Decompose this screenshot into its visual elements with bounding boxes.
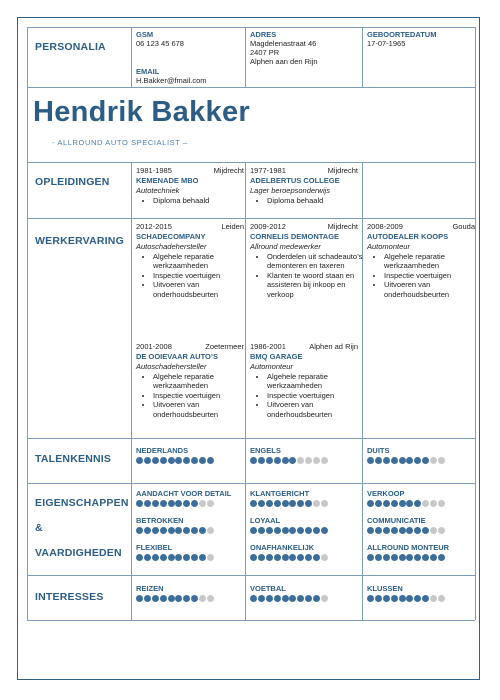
entry-years: 1986-2001	[250, 342, 286, 351]
section-title-personalia: PERSONALIA	[35, 41, 106, 53]
divider	[27, 27, 28, 620]
rating-dot-filled	[375, 527, 382, 534]
skill-betrokken	[136, 516, 214, 534]
bullet-item: • Uitvoeren van onderhoudsbeurten	[153, 400, 249, 419]
skill-label: FLEXIBEL	[136, 543, 173, 552]
education-entry	[136, 166, 244, 205]
rating-dot-filled	[144, 457, 151, 464]
rating-dot-filled	[313, 554, 320, 561]
rating-dot-filled	[414, 500, 421, 507]
rating-dot-filled	[406, 595, 413, 602]
rating-dot-filled	[144, 554, 151, 561]
rating-dot-filled	[258, 595, 265, 602]
bullet-item: • Algehele reparatie werkzaamheden	[267, 372, 363, 391]
rating-dot-filled	[266, 527, 273, 534]
rating-dot-filled	[258, 457, 265, 464]
entry-bullets	[250, 252, 363, 299]
rating-dot-empty	[313, 457, 320, 464]
divider	[27, 620, 475, 621]
rating-dot-empty	[321, 500, 328, 507]
zip-value: 2407 PR	[250, 48, 280, 57]
rating-dot-empty	[438, 595, 445, 602]
rating-dot-filled	[282, 595, 289, 602]
rating-dot-filled	[168, 595, 175, 602]
language-duits	[367, 446, 445, 464]
skill-verkoop	[367, 489, 445, 507]
rating-dot-filled	[375, 554, 382, 561]
rating-dot-filled	[282, 457, 289, 464]
person-name: Hendrik Bakker	[33, 96, 250, 128]
contact-address	[250, 30, 318, 66]
rating-dots	[136, 595, 214, 602]
rating-dot-filled	[168, 457, 175, 464]
entry-place: Mijdrecht	[327, 166, 358, 175]
entry-place: Leiden	[221, 222, 244, 231]
city-value: Alphen aan den Rijn	[250, 57, 318, 66]
rating-dot-empty	[207, 595, 214, 602]
bullet-item: • Uitvoeren van onderhoudsbeurten	[267, 400, 363, 419]
bullet-item: • Diploma behaald	[267, 196, 358, 205]
skill-loyaal	[250, 516, 328, 534]
rating-dot-filled	[313, 595, 320, 602]
divider	[27, 575, 475, 576]
rating-dot-filled	[305, 500, 312, 507]
entry-years: 2012-2015	[136, 222, 172, 231]
rating-dot-filled	[422, 457, 429, 464]
rating-dot-empty	[430, 527, 437, 534]
rating-dot-filled	[152, 500, 159, 507]
rating-dot-filled	[144, 595, 151, 602]
rating-dot-filled	[321, 527, 328, 534]
rating-dots	[136, 457, 214, 464]
rating-dot-filled	[391, 554, 398, 561]
rating-dot-filled	[274, 527, 281, 534]
rating-dot-filled	[399, 500, 406, 507]
rating-dot-filled	[175, 457, 182, 464]
divider	[131, 27, 132, 87]
rating-dots	[250, 554, 328, 561]
rating-dot-filled	[175, 554, 182, 561]
divider	[131, 162, 132, 620]
rating-dot-empty	[422, 500, 429, 507]
rating-dot-filled	[144, 527, 151, 534]
divider	[27, 27, 475, 28]
rating-dot-filled	[274, 595, 281, 602]
rating-dot-filled	[282, 500, 289, 507]
rating-dot-filled	[136, 527, 143, 534]
rating-dot-filled	[383, 457, 390, 464]
entry-org: CORNELIS DEMONTAGE	[250, 232, 340, 241]
bullet-item: • Onderdelen uit schadeauto’s demonteren en taxeren	[267, 252, 363, 271]
rating-dot-empty	[207, 554, 214, 561]
birth-label: GEBOORTEDATUM	[367, 30, 437, 39]
skill-label: ALLROUND MONTEUR	[367, 543, 450, 552]
rating-dot-filled	[399, 595, 406, 602]
rating-dot-filled	[383, 527, 390, 534]
rating-dot-filled	[175, 527, 182, 534]
skill-label: LOYAAL	[250, 516, 281, 525]
skill-communicatie	[367, 516, 445, 534]
divider	[27, 483, 475, 484]
bullet-item: • Uitvoeren van onderhoudsbeurten	[153, 280, 249, 299]
bullet-item: • Inspectie voertuigen	[267, 391, 363, 400]
rating-dot-filled	[391, 595, 398, 602]
entry-bullets	[136, 252, 249, 299]
rating-dot-filled	[152, 457, 159, 464]
rating-dot-filled	[406, 527, 413, 534]
rating-dot-filled	[160, 527, 167, 534]
rating-dot-filled	[136, 500, 143, 507]
rating-dot-filled	[258, 554, 265, 561]
rating-dot-filled	[391, 457, 398, 464]
rating-dot-filled	[191, 500, 198, 507]
bullet-item: • Algehele reparatie werkzaamheden	[153, 252, 249, 271]
bullet-item: • Inspectie voertuigen	[153, 271, 249, 280]
skill-flexibel	[136, 543, 214, 561]
rating-dot-empty	[321, 595, 328, 602]
section-title-vaardigheden: VAARDIGHEDEN	[35, 547, 122, 559]
divider	[27, 87, 475, 88]
language-engels	[250, 446, 328, 464]
entry-years: 1981-1985	[136, 166, 172, 175]
section-title-talenkennis: TALENKENNIS	[35, 453, 112, 465]
contact-email	[136, 67, 207, 85]
rating-dot-empty	[430, 500, 437, 507]
rating-dot-filled	[152, 595, 159, 602]
entry-years: 2008-2009	[367, 222, 403, 231]
entry-org: AUTODEALER KOOPS	[367, 232, 449, 241]
rating-dot-filled	[183, 500, 190, 507]
entry-place: Alphen ad Rijn	[309, 342, 358, 351]
rating-dot-empty	[321, 457, 328, 464]
rating-dot-filled	[274, 457, 281, 464]
language-nederlands	[136, 446, 214, 464]
rating-dot-filled	[175, 595, 182, 602]
entry-org: BMQ GARAGE	[250, 352, 303, 361]
rating-dots	[136, 527, 214, 534]
work-entry	[136, 342, 249, 419]
rating-dot-filled	[160, 500, 167, 507]
entry-bullets	[136, 196, 244, 205]
rating-dot-filled	[414, 595, 421, 602]
section-title-werkervaring: WERKERVARING	[35, 235, 124, 247]
entry-role: Automonteur	[250, 362, 293, 371]
rating-dot-empty	[321, 554, 328, 561]
rating-dot-empty	[313, 500, 320, 507]
rating-dots	[367, 595, 445, 602]
rating-dot-empty	[297, 457, 304, 464]
email-label: EMAIL	[136, 67, 160, 76]
rating-dot-filled	[383, 554, 390, 561]
rating-dot-filled	[297, 500, 304, 507]
rating-dot-filled	[168, 527, 175, 534]
rating-dot-filled	[258, 500, 265, 507]
rating-dot-filled	[152, 554, 159, 561]
rating-dot-filled	[136, 457, 143, 464]
rating-dot-filled	[305, 527, 312, 534]
skill-aandacht-voor-detail	[136, 489, 231, 507]
rating-dot-filled	[367, 457, 374, 464]
rating-dot-filled	[289, 527, 296, 534]
rating-dot-filled	[168, 554, 175, 561]
skill-onafhankelijk	[250, 543, 328, 561]
rating-dot-filled	[375, 595, 382, 602]
rating-dot-filled	[305, 595, 312, 602]
rating-dot-filled	[414, 554, 421, 561]
rating-dots	[250, 457, 328, 464]
bullet-item: • Diploma behaald	[153, 196, 244, 205]
rating-dot-filled	[422, 527, 429, 534]
divider	[362, 27, 363, 87]
entry-place: Gouda	[452, 222, 475, 231]
interest-reizen	[136, 584, 214, 602]
entry-role: Autoschadehersteller	[136, 242, 207, 251]
divider	[27, 162, 475, 163]
rating-dot-filled	[274, 554, 281, 561]
rating-dot-filled	[199, 457, 206, 464]
rating-dot-empty	[305, 457, 312, 464]
rating-dots	[136, 554, 214, 561]
rating-dots	[367, 457, 445, 464]
rating-dot-empty	[438, 527, 445, 534]
rating-dot-filled	[250, 595, 257, 602]
rating-dot-filled	[274, 500, 281, 507]
rating-dot-filled	[414, 527, 421, 534]
rating-dot-filled	[191, 527, 198, 534]
entry-role: Allround medewerker	[250, 242, 321, 251]
rating-dot-empty	[438, 500, 445, 507]
gsm-value: 06 123 45 678	[136, 39, 184, 48]
rating-dot-filled	[375, 500, 382, 507]
work-entry	[250, 222, 363, 299]
rating-dot-filled	[305, 554, 312, 561]
skill-label: REIZEN	[136, 584, 164, 593]
rating-dots	[250, 527, 328, 534]
rating-dot-filled	[160, 554, 167, 561]
divider	[27, 438, 475, 439]
rating-dot-filled	[191, 595, 198, 602]
rating-dot-filled	[183, 457, 190, 464]
section-title-interesses: INTERESSES	[35, 591, 104, 603]
rating-dot-filled	[297, 595, 304, 602]
rating-dot-filled	[438, 554, 445, 561]
education-entry	[250, 166, 358, 205]
rating-dot-filled	[297, 527, 304, 534]
rating-dot-filled	[144, 500, 151, 507]
rating-dot-filled	[175, 500, 182, 507]
rating-dot-filled	[367, 500, 374, 507]
rating-dot-filled	[136, 554, 143, 561]
rating-dot-filled	[207, 457, 214, 464]
rating-dot-filled	[406, 457, 413, 464]
rating-dot-filled	[289, 457, 296, 464]
rating-dot-filled	[383, 500, 390, 507]
work-entry	[136, 222, 249, 299]
divider	[475, 27, 476, 620]
rating-dot-empty	[430, 457, 437, 464]
work-entry	[250, 342, 363, 419]
rating-dots	[250, 595, 328, 602]
skill-label: ENGELS	[250, 446, 281, 455]
entry-years: 2009-2012	[250, 222, 286, 231]
rating-dot-filled	[250, 457, 257, 464]
skill-label: DUITS	[367, 446, 390, 455]
rating-dots	[136, 500, 231, 507]
entry-role: Automonteur	[367, 242, 410, 251]
street-value: Magdelenastraat 46	[250, 39, 317, 48]
rating-dot-filled	[297, 554, 304, 561]
rating-dot-filled	[199, 554, 206, 561]
rating-dot-filled	[183, 527, 190, 534]
entry-place: Zoetermeer	[205, 342, 244, 351]
rating-dot-filled	[250, 554, 257, 561]
entry-org: ADELBERTUS COLLEGE	[250, 176, 340, 185]
rating-dots	[367, 554, 449, 561]
skill-label: VOETBAL	[250, 584, 286, 593]
rating-dot-empty	[207, 527, 214, 534]
rating-dot-filled	[406, 554, 413, 561]
section-title-opleidingen: OPLEIDINGEN	[35, 176, 110, 188]
section-title-eigenschappen: EIGENSCHAPPEN	[35, 497, 129, 509]
gsm-label: GSM	[136, 30, 154, 39]
rating-dot-filled	[191, 457, 198, 464]
rating-dot-empty	[199, 595, 206, 602]
bullet-item: • Algehele reparatie werkzaamheden	[153, 372, 249, 391]
skill-label: KLANTGERICHT	[250, 489, 310, 498]
rating-dot-filled	[399, 457, 406, 464]
contact-phone	[136, 30, 184, 48]
rating-dot-filled	[168, 500, 175, 507]
birth-date	[367, 30, 436, 48]
rating-dot-filled	[199, 527, 206, 534]
rating-dot-filled	[250, 527, 257, 534]
entry-org: DE OOIEVAAR AUTO’S	[136, 352, 218, 361]
entry-role: Autoschadehersteller	[136, 362, 207, 371]
email-value: H.Bakker@fmail.com	[136, 76, 207, 85]
bullet-item: • Inspectie voertuigen	[153, 391, 249, 400]
birth-value: 17-07-1965	[367, 39, 406, 48]
entry-bullets	[136, 372, 249, 419]
interest-voetbal	[250, 584, 328, 602]
rating-dot-filled	[266, 595, 273, 602]
rating-dot-filled	[422, 554, 429, 561]
rating-dot-filled	[391, 500, 398, 507]
bullet-item: • Uitvoeren van onderhoudsbeurten	[384, 280, 480, 299]
rating-dot-filled	[191, 554, 198, 561]
rating-dot-filled	[313, 527, 320, 534]
rating-dot-filled	[289, 595, 296, 602]
divider	[27, 218, 475, 219]
job-subtitle: - ALLROUND AUTO SPECIALIST –	[52, 138, 188, 147]
entry-org: KEMENADE MBO	[136, 176, 199, 185]
rating-dot-filled	[406, 500, 413, 507]
rating-dot-filled	[399, 554, 406, 561]
rating-dot-filled	[136, 595, 143, 602]
rating-dot-filled	[399, 527, 406, 534]
rating-dot-empty	[438, 457, 445, 464]
rating-dot-filled	[258, 527, 265, 534]
rating-dot-filled	[266, 457, 273, 464]
rating-dot-filled	[383, 595, 390, 602]
rating-dot-empty	[207, 500, 214, 507]
rating-dot-filled	[250, 500, 257, 507]
rating-dot-filled	[430, 554, 437, 561]
work-entry	[367, 222, 480, 299]
rating-dot-filled	[375, 457, 382, 464]
rating-dot-filled	[367, 595, 374, 602]
entry-role: Autotechniek	[136, 186, 180, 195]
rating-dot-filled	[282, 527, 289, 534]
entry-role: Lager beroepsonderwijs	[250, 186, 331, 195]
rating-dot-filled	[414, 457, 421, 464]
rating-dot-filled	[183, 554, 190, 561]
rating-dot-filled	[152, 527, 159, 534]
rating-dot-filled	[266, 500, 273, 507]
rating-dot-filled	[289, 500, 296, 507]
skill-label: NEDERLANDS	[136, 446, 189, 455]
rating-dots	[367, 527, 445, 534]
skill-klantgericht	[250, 489, 328, 507]
rating-dot-filled	[266, 554, 273, 561]
entry-bullets	[250, 372, 363, 419]
rating-dot-empty	[199, 500, 206, 507]
section-title-ampersand: &	[35, 522, 43, 534]
skill-label: COMMUNICATIE	[367, 516, 426, 525]
skill-label: ONAFHANKELIJK	[250, 543, 315, 552]
rating-dots	[250, 500, 328, 507]
rating-dot-filled	[160, 457, 167, 464]
rating-dot-filled	[282, 554, 289, 561]
skill-label: VERKOOP	[367, 489, 405, 498]
rating-dot-filled	[367, 554, 374, 561]
entry-place: Mijdrecht	[213, 166, 244, 175]
rating-dot-filled	[367, 527, 374, 534]
entry-place: Mijdrecht	[327, 222, 358, 231]
bullet-item: • Algehele reparatie werkzaamheden	[384, 252, 480, 271]
entry-org: SCHADECOMPANY	[136, 232, 206, 241]
rating-dot-filled	[183, 595, 190, 602]
skill-label: AANDACHT VOOR DETAIL	[136, 489, 232, 498]
entry-years: 2001-2008	[136, 342, 172, 351]
bullet-item: • Klanten te woord staan en assisteren bij inkoop en verkoop	[267, 271, 363, 299]
divider	[245, 27, 246, 87]
rating-dot-filled	[160, 595, 167, 602]
rating-dot-filled	[391, 527, 398, 534]
entry-bullets	[367, 252, 480, 299]
adres-label: ADRES	[250, 30, 277, 39]
rating-dot-filled	[289, 554, 296, 561]
entry-years: 1977-1981	[250, 166, 286, 175]
skill-allround-monteur	[367, 543, 449, 561]
skill-label: KLUSSEN	[367, 584, 403, 593]
skill-label: BETROKKEN	[136, 516, 184, 525]
entry-bullets	[250, 196, 358, 205]
rating-dot-filled	[422, 595, 429, 602]
bullet-item: • Inspectie voertuigen	[384, 271, 480, 280]
rating-dot-empty	[430, 595, 437, 602]
rating-dots	[367, 500, 445, 507]
interest-klussen	[367, 584, 445, 602]
